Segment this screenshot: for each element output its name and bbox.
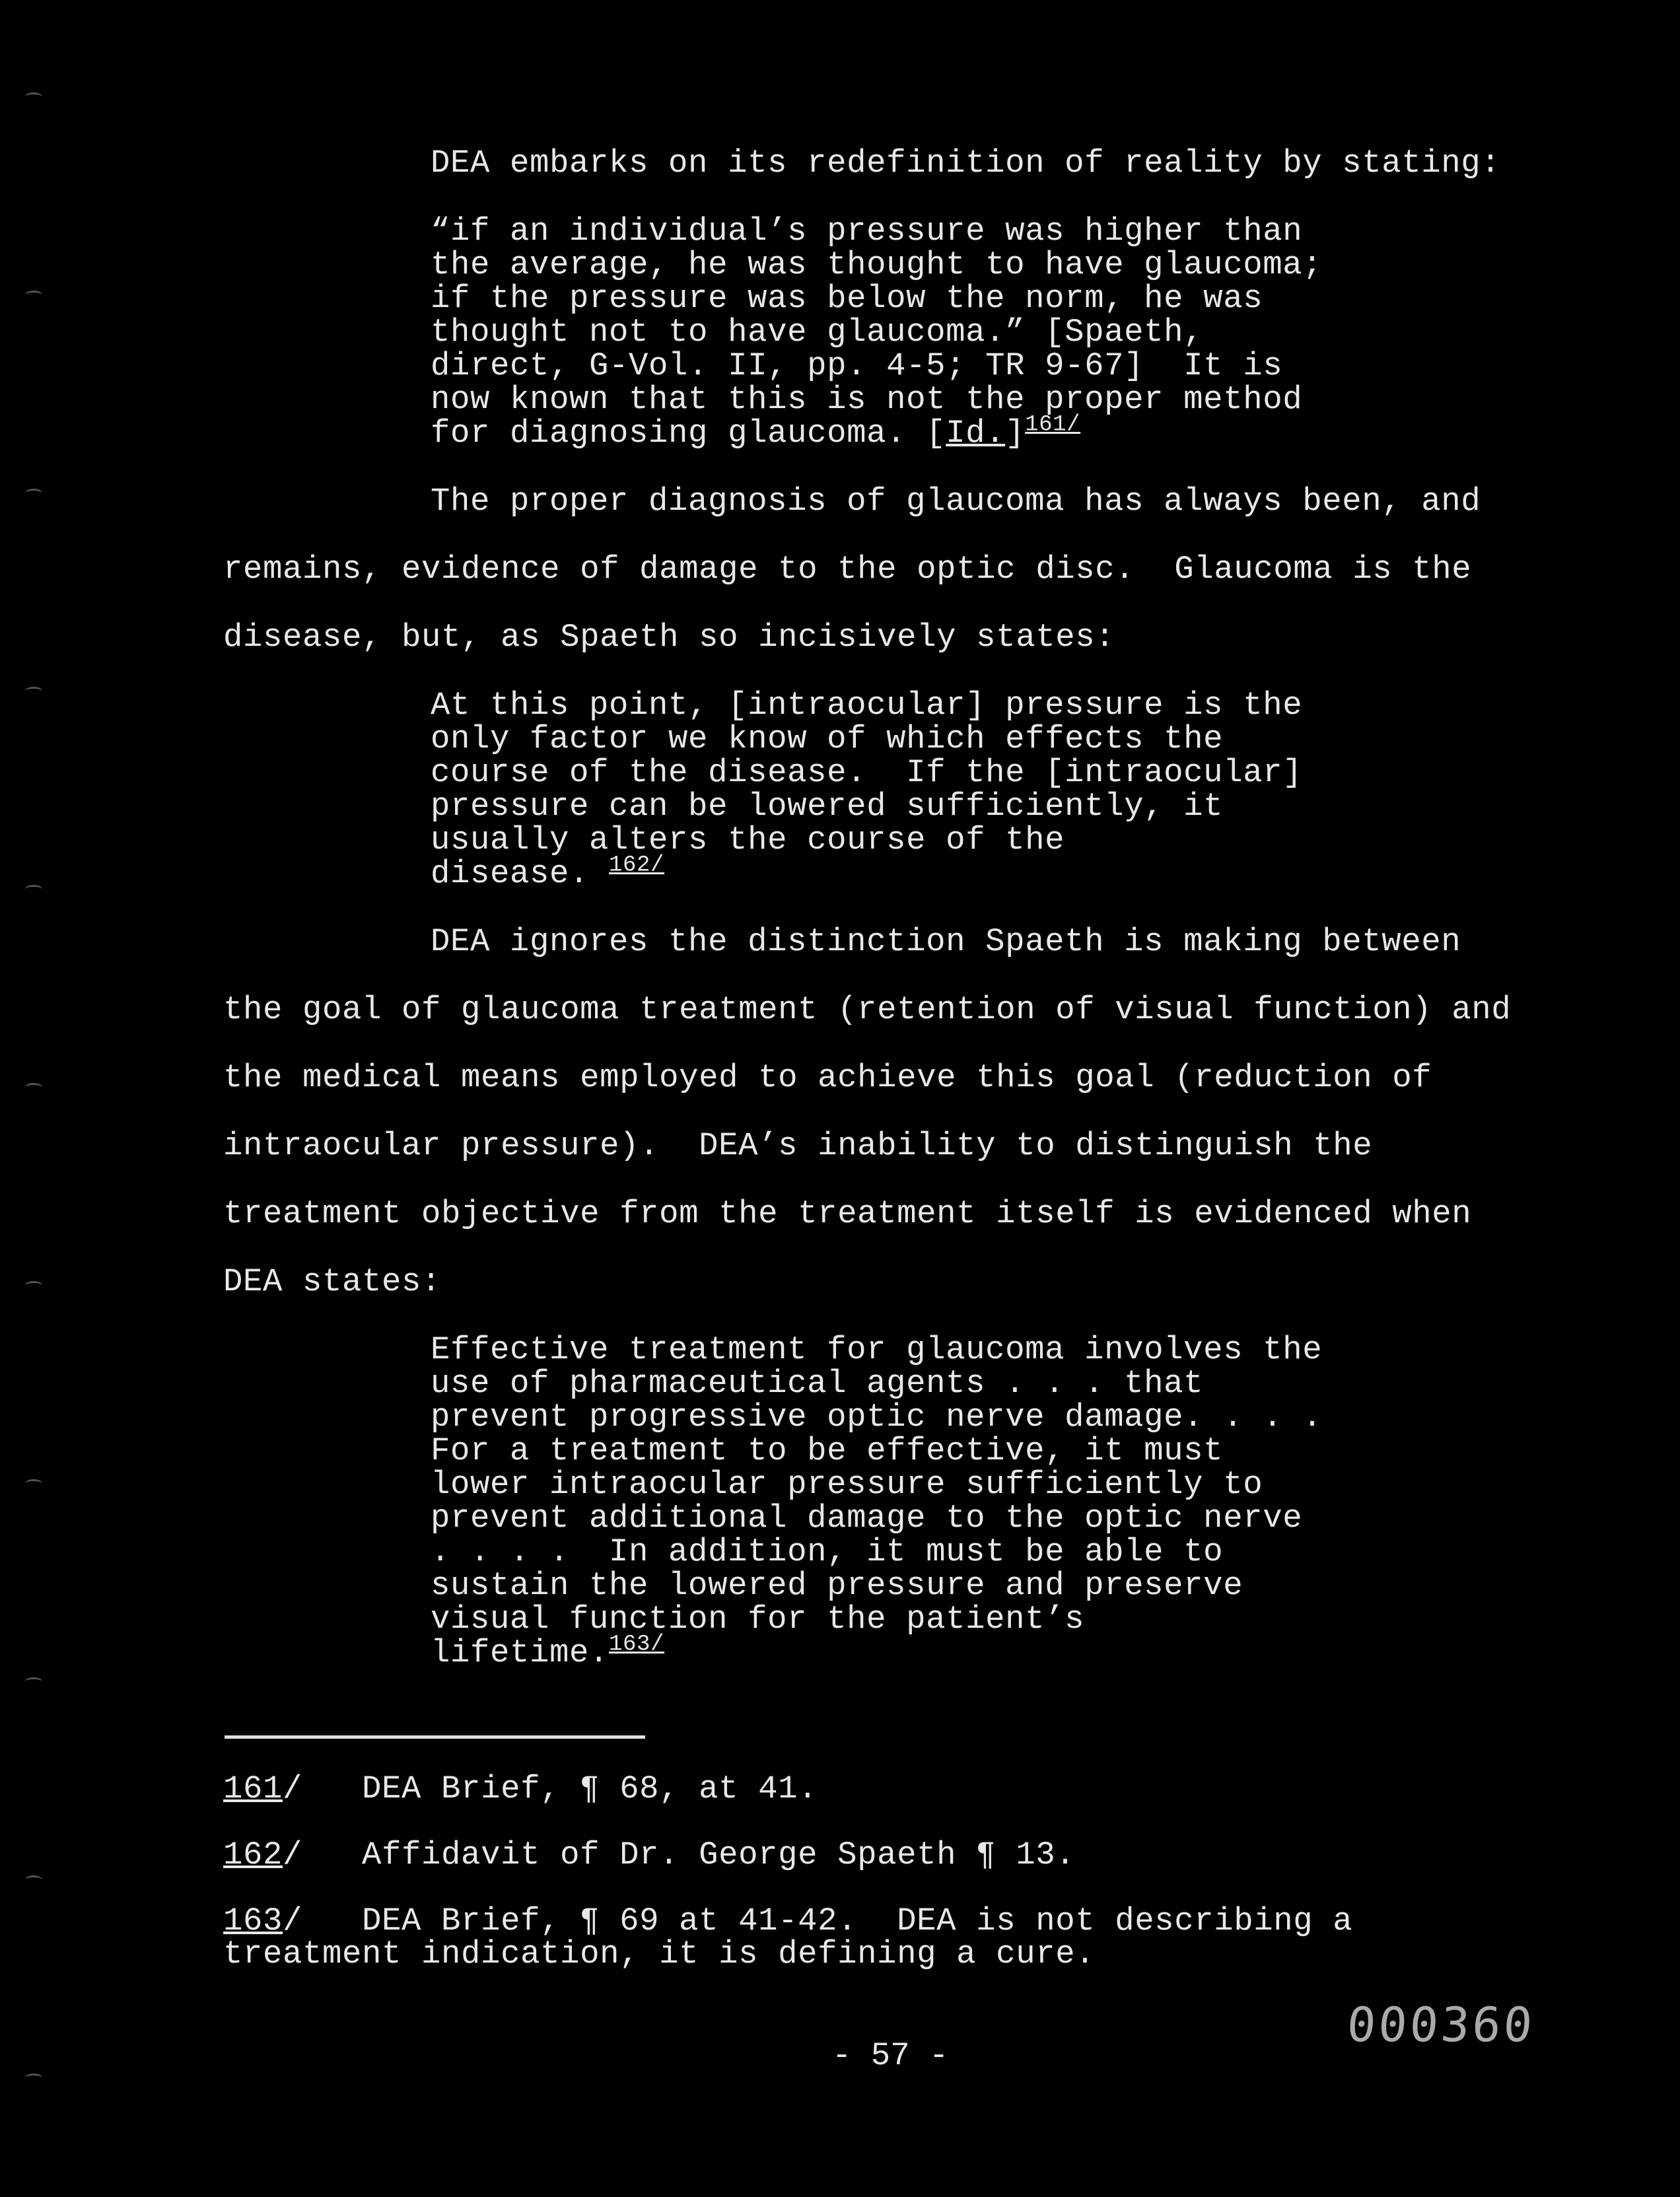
margin-mark [25, 1281, 42, 1290]
quote-text: for diagnosing glaucoma. [ [431, 415, 946, 452]
quote-line: visual function for the patient’s [431, 1601, 1085, 1638]
footnote-163-continued: treatment indication, it is defining a cure. [223, 1935, 1096, 1972]
body-line: remains, evidence of damage to the optic disc. Glaucoma is the [223, 551, 1472, 588]
margin-mark [25, 2074, 42, 2082]
quote-line [431, 1632, 665, 1671]
margin-mark [25, 1677, 42, 1686]
footnote-marker-162[interactable]: 162/ [609, 853, 665, 878]
quote-line: course of the disease. If the [intraocular] [431, 754, 1303, 791]
footnote-162 [223, 1838, 1075, 1872]
body-line: The proper diagnosis of glaucoma has always been, and [431, 483, 1481, 520]
quote-line: For a treatment to be effective, it must [431, 1432, 1224, 1469]
margin-mark [25, 1875, 42, 1884]
footnote-text: / DEA Brief, ¶ 69 at 41-42. DEA is not describing a [283, 1902, 1353, 1939]
quote-line: At this point, [intraocular] pressure is the [431, 687, 1303, 724]
quote-line: sustain the lowered pressure and preserve [431, 1567, 1243, 1604]
margin-mark [25, 1479, 42, 1488]
footnote-number: 162 [223, 1836, 283, 1873]
quote-line [431, 412, 1081, 452]
quote-line: direct, G-Vol. II, pp. 4-5; TR 9-67] It is [431, 347, 1283, 384]
footnote-number: 161 [223, 1770, 283, 1807]
quote-line: usually alters the course of the [431, 821, 1065, 858]
footnote-marker-161[interactable]: 161/ [1025, 412, 1081, 438]
body-line: intraocular pressure). DEA’s inability to distinguish the [223, 1127, 1373, 1164]
quote-line: Effective treatment for glaucoma involves the [431, 1331, 1323, 1368]
footnote-marker-163[interactable]: 163/ [609, 1632, 665, 1657]
body-line: DEA states: [223, 1263, 442, 1300]
bates-stamp: 000360 [1345, 1997, 1537, 2052]
quote-line: only factor we know of which effects the [431, 720, 1224, 757]
body-line: disease, but, as Spaeth so incisively states: [223, 619, 1115, 656]
quote-line: prevent progressive optic nerve damage. . . . [431, 1399, 1323, 1436]
quote-line: use of pharmaceutical agents . . . that [431, 1365, 1204, 1402]
id-citation: Id. [946, 415, 1006, 452]
quote-line: pressure can be lowered sufficiently, it [431, 788, 1224, 825]
page-number: - 57 - [832, 2037, 949, 2074]
paragraph-intro: DEA embarks on its redefinition of reality by stating: [431, 145, 1501, 182]
margin-mark [25, 687, 42, 695]
footnote-text: / DEA Brief, ¶ 68, at 41. [283, 1770, 818, 1807]
footnote-161 [223, 1772, 818, 1806]
quote-line: if the pressure was below the norm, he was [431, 280, 1263, 317]
quote-text: ] [1005, 415, 1026, 452]
footnote-number: 163 [223, 1902, 283, 1939]
body-line: the medical means employed to achieve this goal (reduction of [223, 1059, 1432, 1096]
footnote-163 [223, 1904, 1352, 1938]
body-line: treatment objective from the treatment itself is evidenced when [223, 1195, 1472, 1232]
margin-mark [25, 92, 42, 101]
footnote-text: / Affidavit of Dr. George Spaeth ¶ 13. [283, 1836, 1076, 1873]
quote-line [431, 853, 665, 892]
quote-line: . . . . In addition, it must be able to [431, 1533, 1224, 1570]
quote-text: disease. [431, 855, 610, 892]
margin-mark [25, 489, 42, 497]
quote-line: now known that this is not the proper method [431, 381, 1303, 418]
footnote-divider [225, 1735, 645, 1739]
quote-line: thought not to have glaucoma.” [Spaeth, [431, 314, 1204, 351]
body-line: DEA ignores the distinction Spaeth is making between [431, 923, 1461, 960]
margin-mark [25, 1083, 42, 1092]
margin-mark [25, 885, 42, 893]
quote-line: “if an individual’s pressure was higher than [431, 213, 1303, 250]
quote-line: the average, he was thought to have glaucoma; [431, 246, 1323, 283]
body-line: the goal of glaucoma treatment (retention of visual function) and [223, 991, 1512, 1028]
quote-text: lifetime. [431, 1634, 610, 1671]
quote-line: lower intraocular pressure sufficiently to [431, 1466, 1263, 1503]
margin-mark [25, 291, 42, 299]
quote-line: prevent additional damage to the optic nerve [431, 1500, 1303, 1537]
